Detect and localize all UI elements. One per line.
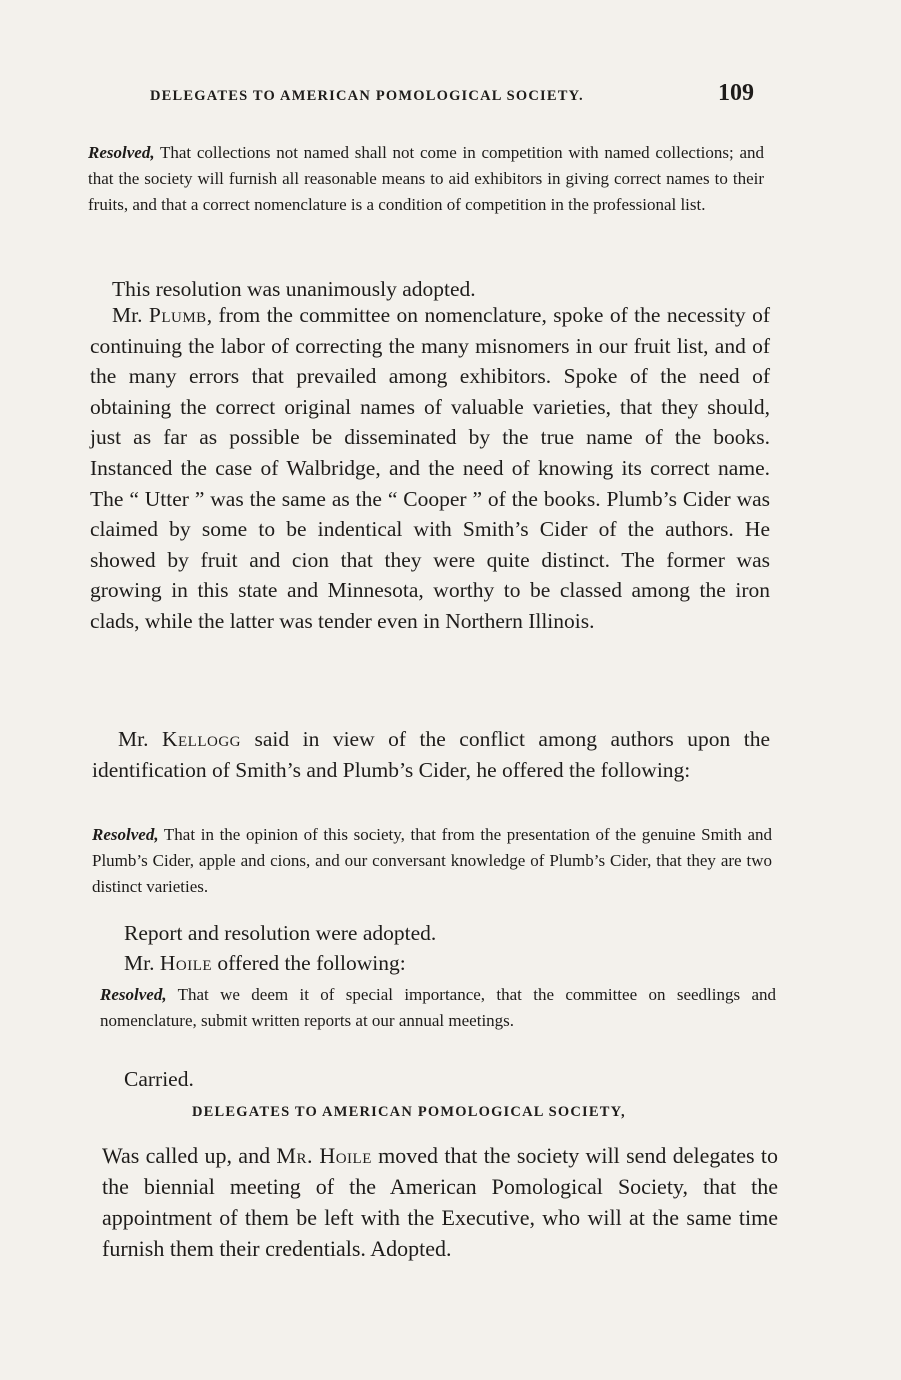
running-head: DELEGATES TO AMERICAN POMOLOGICAL SOCIETY. [150,88,584,104]
resolution-text: That we deem it of special importance, that the committee on seedlings and nomenclature, submit written reports at our annual meetings. [100,985,776,1030]
resolved-label: Resolved, [92,825,159,844]
paragraph-resolution-adopted: This resolution was unanimously adopted. [112,277,476,301]
speaker-prefix: Mr. [124,951,155,975]
paragraph-text: said in view of the conflict among authors upon the identification of Smith’s and Plumb’s Cider, he offered the following: [92,727,770,782]
speaker-name: Hoile [159,951,213,975]
paragraph-kellogg-remarks [92,724,770,785]
resolution-text: That in the opinion of this society, that from the presentation of the genuine Smith and Plumb’s Cider, apple and cions, and our conversant knowledge of Plumb’s Cider, that they are two distinct varieties. [92,825,772,896]
speaker-prefix: Mr. [118,727,149,751]
paragraph-lead: Was called up, and [102,1143,271,1168]
resolved-label: Resolved, [100,985,167,1004]
page-number: 109 [718,80,754,106]
resolution-collections [88,140,764,218]
section-heading: DELEGATES TO AMERICAN POMOLOGICAL SOCIETY, [192,1104,626,1120]
resolution-written-reports [100,982,776,1034]
speaker-prefix: Mr. [112,303,143,327]
speaker-name: Plumb [148,303,207,327]
resolution-smith-plumb-cider [92,822,772,900]
speaker-name: Kellogg [161,727,241,751]
speaker-prefix: Mr. [276,1143,313,1168]
paragraph-carried: Carried. [124,1067,194,1091]
paragraph-text: , from the committee on nomenclature, spoke of the necessity of continuing the labor of correcting the many misnomers in our fruit list, and of the many errors that prevailed among exhibitors. Spoke of the need of obtaining the correct original names of valuable varieties, that they should, just as far as possible be disseminated by the true name of the books. Instanced the case of Walbridge, and the need of knowing its correct name. The “ Utter ” was the same as the “ Cooper ” of the books. Plumb’s Cider was claimed by some to be indentical with Smith’s Cider of the authors. He showed by fruit and cion that they were quite distinct. The former was growing in this state and Minnesota, worthy to be classed among the iron clads, while the latter was tender even in Northern Illinois. [90,303,771,633]
paragraph-text: moved that the society will send delegates to the biennial meeting of the American Pomological Society, that the appointment of them be left with the Executive, who will at the same time furnish them their credentials. Adopted. [102,1143,778,1261]
paragraph-text: offered the following: [212,951,406,975]
paragraph-report-adopted: Report and resolution were adopted. [124,921,437,945]
speaker-name: Hoile [319,1143,372,1168]
paragraph-hoile-offered [124,948,644,979]
paragraph-plumb-remarks [90,300,770,637]
resolution-text: That collections not named shall not come in competition with named collections; and that the society will furnish all reasonable means to aid exhibitors in giving correct names to their fruits, and that a correct nomenclature is a condition of competition in the professional list. [88,143,764,214]
resolved-label: Resolved, [88,143,155,162]
paragraph-delegates-motion [102,1140,778,1264]
